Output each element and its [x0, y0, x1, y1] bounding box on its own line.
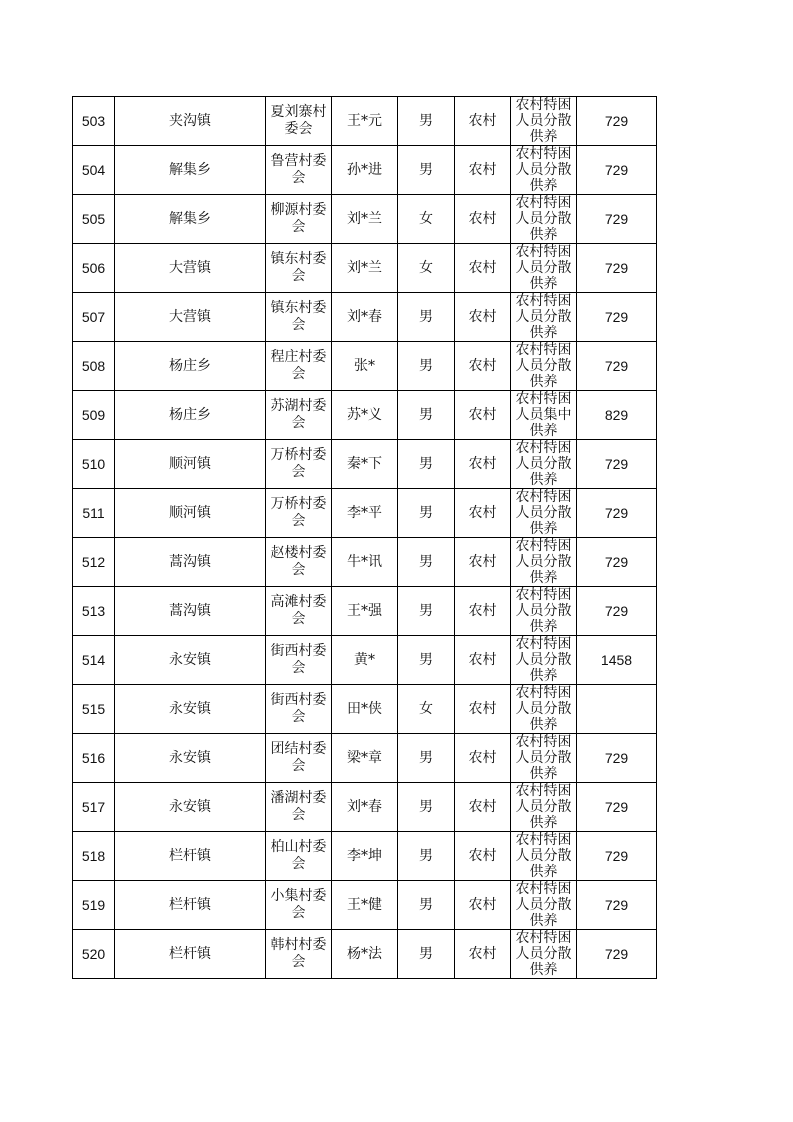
cell-amount: 729: [577, 244, 657, 293]
cell-assistance-type-text: 农村特困人员分散供养: [515, 734, 572, 782]
cell-serial-number: 506: [73, 244, 115, 293]
cell-person-name: 杨*法: [332, 930, 398, 979]
cell-assistance-type: [511, 391, 577, 440]
cell-assistance-type-text: 农村特困人员分散供养: [515, 97, 572, 145]
cell-assistance-type: [511, 538, 577, 587]
cell-village-committee-text: 程庄村委会: [270, 349, 327, 382]
cell-assistance-type-text: 农村特困人员集中供养: [515, 391, 572, 439]
cell-village-committee: [266, 538, 332, 587]
cell-area-type: 农村: [455, 636, 511, 685]
cell-township: 大营镇: [115, 244, 266, 293]
cell-amount: 729: [577, 832, 657, 881]
cell-assistance-type: [511, 244, 577, 293]
cell-area-type: 农村: [455, 146, 511, 195]
cell-area-type: 农村: [455, 391, 511, 440]
cell-amount: 729: [577, 587, 657, 636]
table-row: [73, 342, 657, 391]
cell-village-committee-text: 苏湖村委会: [270, 398, 327, 431]
cell-amount: 1458: [577, 636, 657, 685]
table-row: [73, 440, 657, 489]
cell-gender: 男: [398, 489, 455, 538]
cell-amount: 729: [577, 930, 657, 979]
cell-serial-number: 513: [73, 587, 115, 636]
cell-village-committee: [266, 832, 332, 881]
cell-village-committee-text: 柏山村委会: [270, 839, 327, 872]
cell-village-committee: [266, 440, 332, 489]
cell-person-name: 李*平: [332, 489, 398, 538]
cell-amount: 729: [577, 342, 657, 391]
cell-township: 蒿沟镇: [115, 587, 266, 636]
cell-amount: 829: [577, 391, 657, 440]
cell-serial-number: 518: [73, 832, 115, 881]
cell-assistance-type: [511, 881, 577, 930]
cell-serial-number: 511: [73, 489, 115, 538]
cell-township: 解集乡: [115, 146, 266, 195]
cell-township: 永安镇: [115, 734, 266, 783]
cell-village-committee: [266, 734, 332, 783]
cell-assistance-type-text: 农村特困人员分散供养: [515, 440, 572, 488]
table-row: [73, 636, 657, 685]
table-row: [73, 734, 657, 783]
cell-township: 解集乡: [115, 195, 266, 244]
cell-amount: 729: [577, 783, 657, 832]
cell-person-name: 牛*讯: [332, 538, 398, 587]
cell-gender: 男: [398, 587, 455, 636]
cell-village-committee: [266, 293, 332, 342]
cell-assistance-type: [511, 146, 577, 195]
cell-area-type: 农村: [455, 97, 511, 146]
cell-assistance-type: [511, 440, 577, 489]
cell-amount: 729: [577, 146, 657, 195]
cell-township: 顺河镇: [115, 440, 266, 489]
cell-amount: 729: [577, 440, 657, 489]
cell-serial-number: 519: [73, 881, 115, 930]
cell-area-type: 农村: [455, 489, 511, 538]
table-row: [73, 489, 657, 538]
cell-serial-number: 510: [73, 440, 115, 489]
cell-assistance-type: [511, 587, 577, 636]
table-row: [73, 832, 657, 881]
cell-person-name: 秦*下: [332, 440, 398, 489]
cell-amount: 729: [577, 538, 657, 587]
cell-area-type: 农村: [455, 342, 511, 391]
cell-township: 栏杆镇: [115, 832, 266, 881]
cell-person-name: 黄*: [332, 636, 398, 685]
cell-gender: 女: [398, 244, 455, 293]
cell-township: 栏杆镇: [115, 930, 266, 979]
cell-village-committee-text: 潘湖村委会: [270, 790, 327, 823]
cell-area-type: 农村: [455, 195, 511, 244]
cell-village-committee: [266, 97, 332, 146]
cell-village-committee: [266, 391, 332, 440]
table-row: [73, 146, 657, 195]
cell-assistance-type: [511, 685, 577, 734]
cell-assistance-type-text: 农村特困人员分散供养: [515, 244, 572, 292]
cell-village-committee-text: 韩村村委会: [270, 937, 327, 970]
cell-serial-number: 505: [73, 195, 115, 244]
cell-area-type: 农村: [455, 783, 511, 832]
cell-assistance-type-text: 农村特困人员分散供养: [515, 195, 572, 243]
cell-gender: 男: [398, 293, 455, 342]
cell-village-committee-text: 街西村委会: [270, 692, 327, 725]
cell-gender: 男: [398, 440, 455, 489]
cell-assistance-type-text: 农村特困人员分散供养: [515, 636, 572, 684]
cell-assistance-type-text: 农村特困人员分散供养: [515, 587, 572, 635]
cell-assistance-type-text: 农村特困人员分散供养: [515, 293, 572, 341]
cell-serial-number: 503: [73, 97, 115, 146]
cell-serial-number: 520: [73, 930, 115, 979]
cell-village-committee: [266, 930, 332, 979]
cell-gender: 男: [398, 734, 455, 783]
cell-township: 顺河镇: [115, 489, 266, 538]
cell-amount: 729: [577, 489, 657, 538]
cell-village-committee-text: 镇东村委会: [270, 300, 327, 333]
cell-assistance-type-text: 农村特困人员分散供养: [515, 783, 572, 831]
cell-village-committee-text: 高滩村委会: [270, 594, 327, 627]
cell-assistance-type: [511, 734, 577, 783]
cell-assistance-type: [511, 342, 577, 391]
cell-area-type: 农村: [455, 293, 511, 342]
cell-person-name: 王*元: [332, 97, 398, 146]
cell-person-name: 孙*进: [332, 146, 398, 195]
cell-serial-number: 507: [73, 293, 115, 342]
cell-village-committee: [266, 489, 332, 538]
cell-assistance-type-text: 农村特困人员分散供养: [515, 489, 572, 537]
cell-gender: 男: [398, 97, 455, 146]
cell-village-committee-text: 镇东村委会: [270, 251, 327, 284]
cell-gender: 女: [398, 195, 455, 244]
cell-township: 蒿沟镇: [115, 538, 266, 587]
cell-village-committee: [266, 146, 332, 195]
cell-assistance-type: [511, 636, 577, 685]
cell-village-committee-text: 小集村委会: [270, 888, 327, 921]
table-row: [73, 881, 657, 930]
cell-assistance-type: [511, 832, 577, 881]
cell-person-name: 王*强: [332, 587, 398, 636]
cell-village-committee-text: 夏刘寨村委会: [270, 104, 327, 137]
cell-person-name: 梁*章: [332, 734, 398, 783]
cell-gender: 男: [398, 538, 455, 587]
cell-village-committee-text: 万桥村委会: [270, 496, 327, 529]
cell-village-committee-text: 鲁营村委会: [270, 153, 327, 186]
cell-amount: 729: [577, 734, 657, 783]
cell-area-type: 农村: [455, 538, 511, 587]
cell-village-committee: [266, 881, 332, 930]
cell-gender: 男: [398, 146, 455, 195]
cell-person-name: 王*健: [332, 881, 398, 930]
cell-area-type: 农村: [455, 832, 511, 881]
cell-assistance-type: [511, 489, 577, 538]
cell-area-type: 农村: [455, 685, 511, 734]
cell-assistance-type: [511, 783, 577, 832]
cell-township: 杨庄乡: [115, 342, 266, 391]
cell-village-committee: [266, 685, 332, 734]
cell-serial-number: 515: [73, 685, 115, 734]
cell-serial-number: 517: [73, 783, 115, 832]
table-row: [73, 587, 657, 636]
cell-township: 杨庄乡: [115, 391, 266, 440]
cell-assistance-type-text: 农村特困人员分散供养: [515, 930, 572, 978]
cell-amount: 729: [577, 293, 657, 342]
cell-assistance-type-text: 农村特困人员分散供养: [515, 146, 572, 194]
cell-gender: 男: [398, 930, 455, 979]
cell-area-type: 农村: [455, 930, 511, 979]
table-row: [73, 97, 657, 146]
cell-amount: 729: [577, 195, 657, 244]
cell-serial-number: 509: [73, 391, 115, 440]
cell-serial-number: 512: [73, 538, 115, 587]
cell-area-type: 农村: [455, 440, 511, 489]
table-row: [73, 293, 657, 342]
cell-assistance-type: [511, 195, 577, 244]
cell-person-name: 田*侠: [332, 685, 398, 734]
cell-assistance-type-text: 农村特困人员分散供养: [515, 538, 572, 586]
cell-person-name: 刘*春: [332, 783, 398, 832]
cell-township: 夹沟镇: [115, 97, 266, 146]
cell-gender: 男: [398, 832, 455, 881]
cell-village-committee: [266, 587, 332, 636]
cell-area-type: 农村: [455, 244, 511, 293]
cell-township: 永安镇: [115, 685, 266, 734]
cell-gender: 男: [398, 636, 455, 685]
cell-village-committee-text: 团结村委会: [270, 741, 327, 774]
cell-assistance-type: [511, 930, 577, 979]
cell-person-name: 张*: [332, 342, 398, 391]
cell-serial-number: 508: [73, 342, 115, 391]
table-row: [73, 195, 657, 244]
cell-village-committee-text: 街西村委会: [270, 643, 327, 676]
table-row: [73, 391, 657, 440]
cell-village-committee-text: 赵楼村委会: [270, 545, 327, 578]
cell-gender: 男: [398, 391, 455, 440]
cell-amount: 729: [577, 97, 657, 146]
cell-serial-number: 514: [73, 636, 115, 685]
cell-village-committee-text: 万桥村委会: [270, 447, 327, 480]
cell-serial-number: 504: [73, 146, 115, 195]
cell-area-type: 农村: [455, 734, 511, 783]
table-row: [73, 685, 657, 734]
cell-area-type: 农村: [455, 587, 511, 636]
cell-gender: 女: [398, 685, 455, 734]
roster-table: [72, 96, 657, 979]
cell-serial-number: 516: [73, 734, 115, 783]
cell-village-committee-text: 柳源村委会: [270, 202, 327, 235]
cell-township: 永安镇: [115, 636, 266, 685]
table-row: [73, 930, 657, 979]
cell-person-name: 刘*兰: [332, 195, 398, 244]
cell-assistance-type: [511, 293, 577, 342]
cell-person-name: 苏*义: [332, 391, 398, 440]
cell-person-name: 刘*春: [332, 293, 398, 342]
cell-amount: 729: [577, 881, 657, 930]
cell-person-name: 李*坤: [332, 832, 398, 881]
cell-assistance-type-text: 农村特困人员分散供养: [515, 342, 572, 390]
cell-township: 栏杆镇: [115, 881, 266, 930]
roster-table-body: [73, 97, 657, 979]
cell-village-committee: [266, 195, 332, 244]
cell-township: 永安镇: [115, 783, 266, 832]
cell-village-committee: [266, 783, 332, 832]
cell-assistance-type: [511, 97, 577, 146]
cell-assistance-type-text: 农村特困人员分散供养: [515, 832, 572, 880]
cell-village-committee: [266, 342, 332, 391]
cell-gender: 男: [398, 342, 455, 391]
table-row: [73, 244, 657, 293]
cell-gender: 男: [398, 881, 455, 930]
cell-gender: 男: [398, 783, 455, 832]
cell-village-committee: [266, 636, 332, 685]
cell-area-type: 农村: [455, 881, 511, 930]
cell-amount: [577, 685, 657, 734]
table-row: [73, 538, 657, 587]
table-row: [73, 783, 657, 832]
cell-village-committee: [266, 244, 332, 293]
cell-assistance-type-text: 农村特困人员分散供养: [515, 881, 572, 929]
cell-township: 大营镇: [115, 293, 266, 342]
cell-assistance-type-text: 农村特困人员分散供养: [515, 685, 572, 733]
cell-person-name: 刘*兰: [332, 244, 398, 293]
